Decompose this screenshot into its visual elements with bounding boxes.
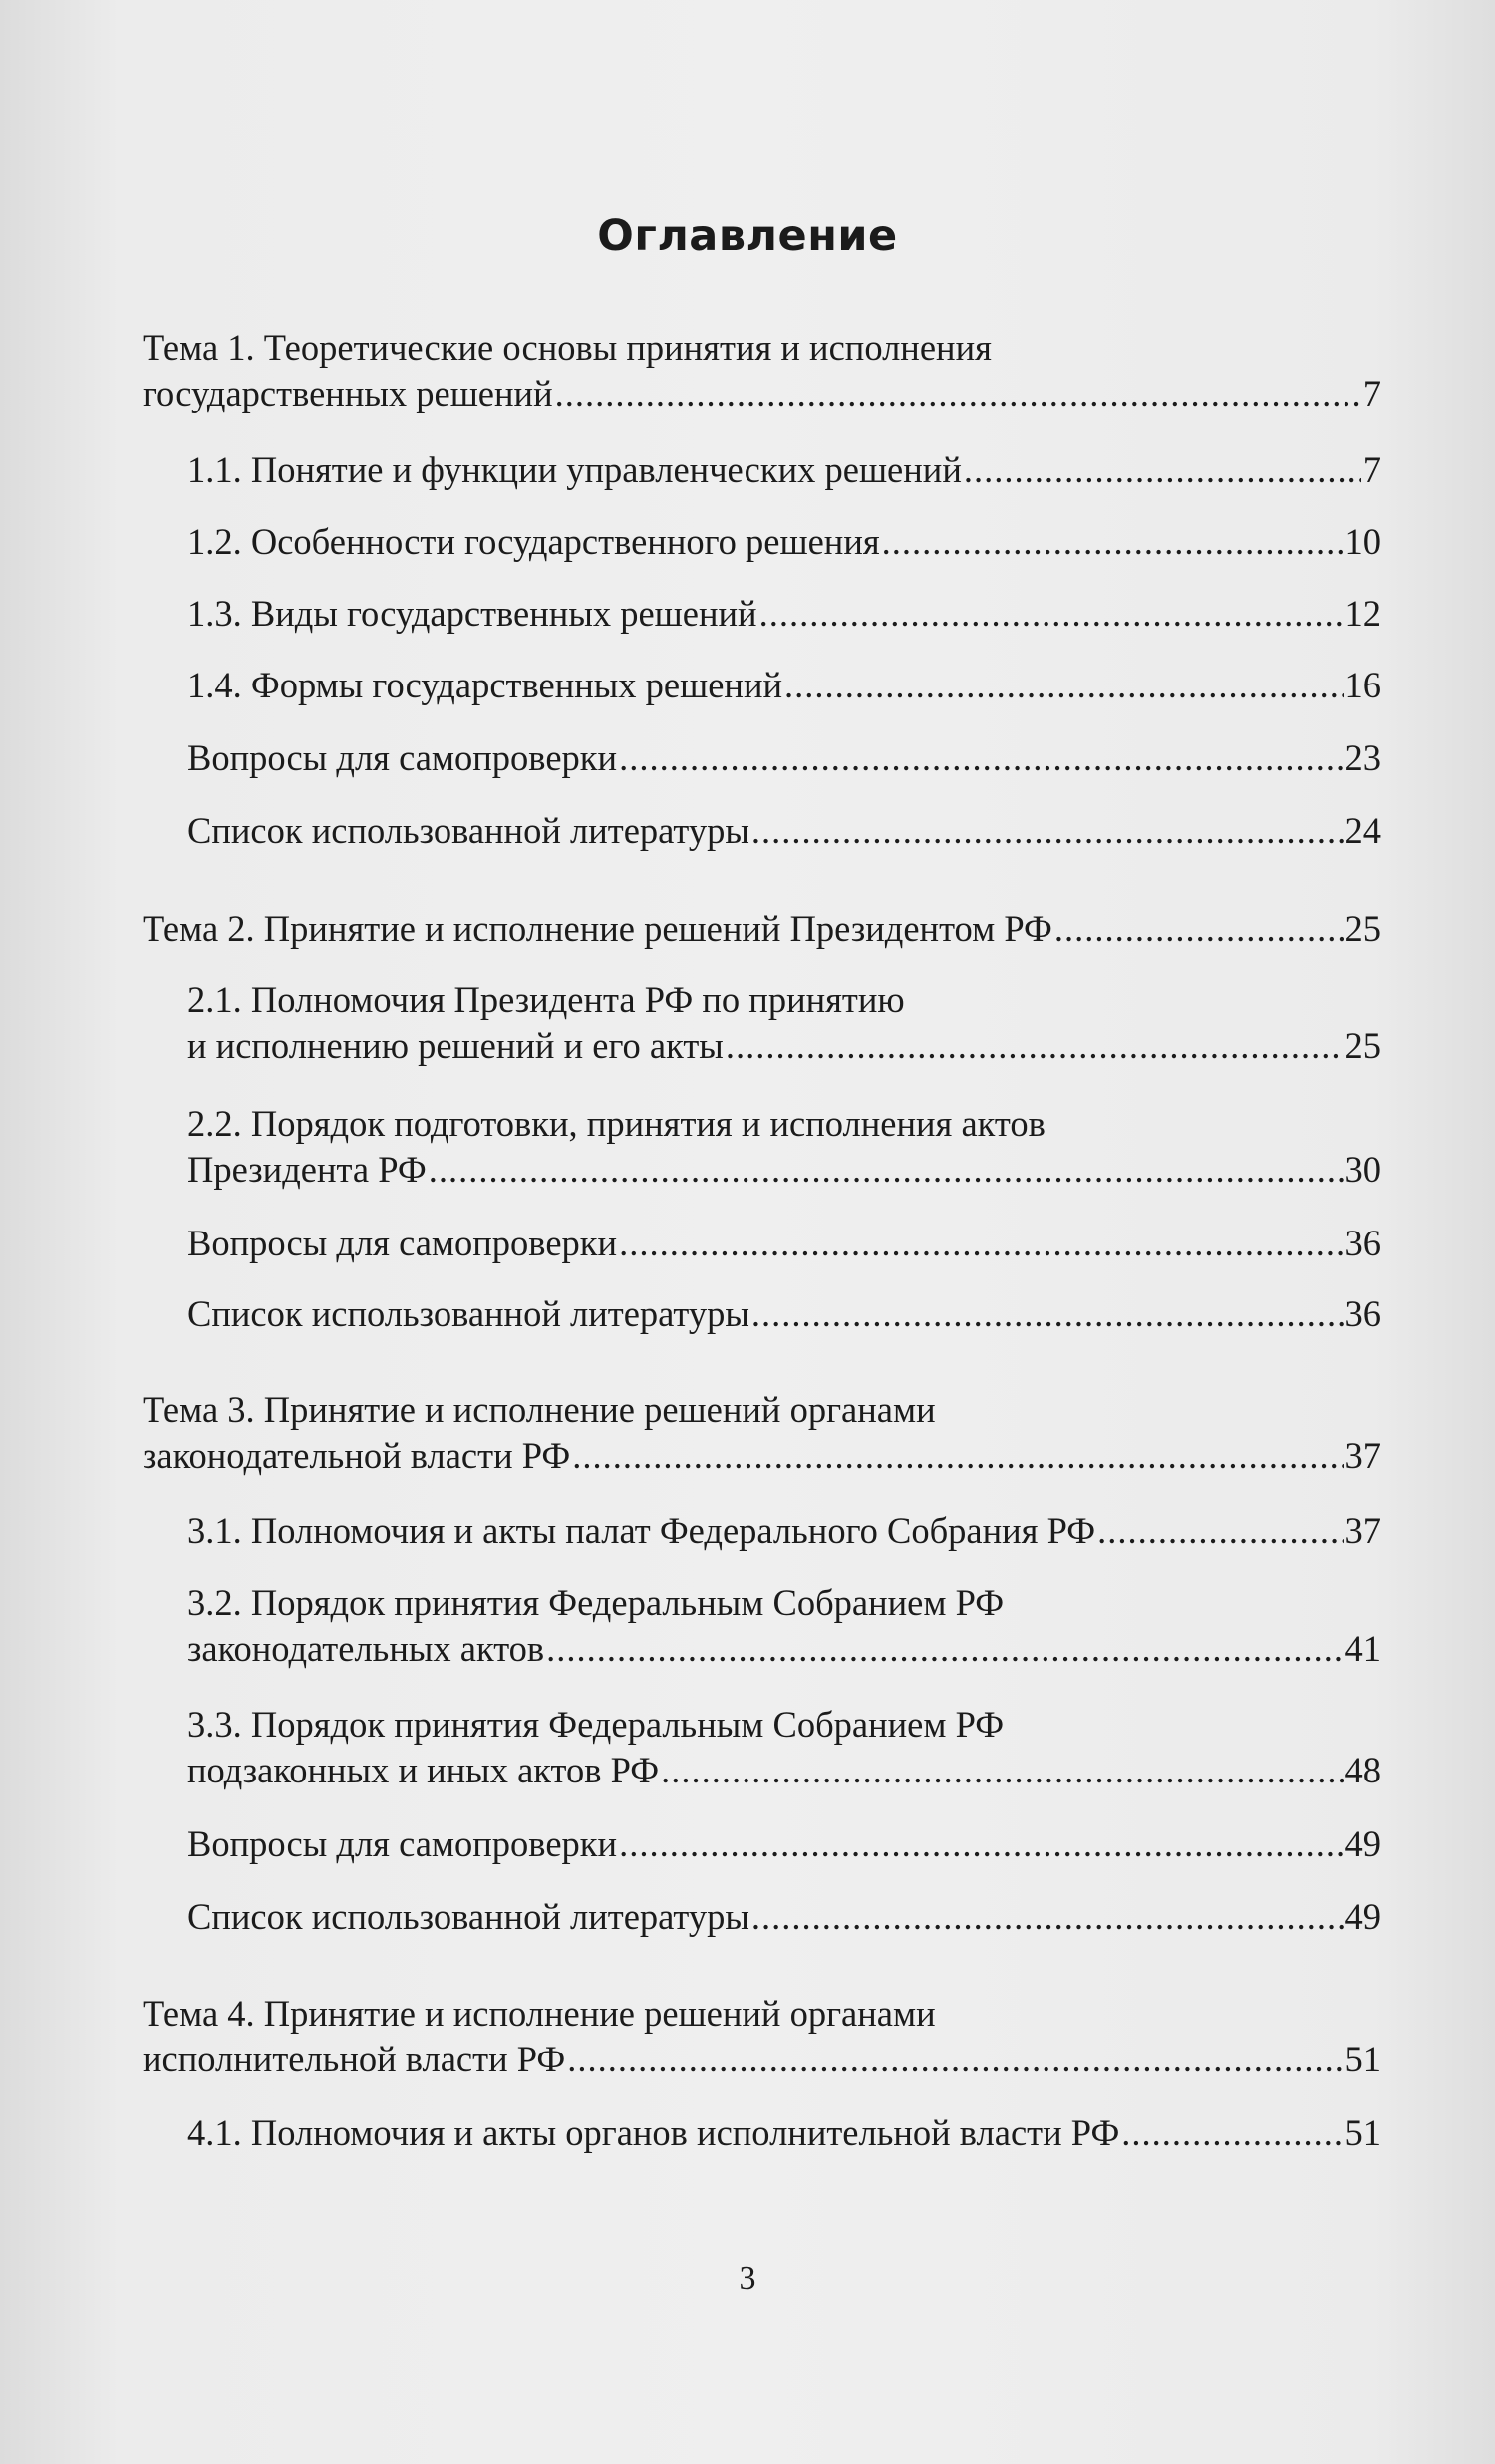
toc-entry-text: 1.2. Особенности государственного решения <box>187 521 880 562</box>
toc-entry-page: 23 <box>1345 737 1381 778</box>
dot-leader <box>1054 906 1344 952</box>
toc-entry-first-line: Тема 3. Принятие и исполнение решений органами <box>143 1389 936 1430</box>
toc-entry-text: Список использованной литературы <box>187 810 749 851</box>
toc-entry-page: 49 <box>1345 1823 1381 1864</box>
toc-entry-questions-1 <box>187 735 1381 781</box>
toc-entry-page: 16 <box>1345 665 1381 705</box>
toc-entry-1-4 <box>187 663 1381 708</box>
toc-entry-first-line: 3.3. Порядок принятия Федеральным Собранием РФ <box>187 1704 1005 1745</box>
toc-entry-1-3 <box>187 591 1381 637</box>
dot-leader <box>555 371 1361 416</box>
toc-entry-page: 7 <box>1362 373 1381 413</box>
dot-leader <box>619 1221 1343 1266</box>
toc-entry-page: 37 <box>1345 1435 1381 1476</box>
toc-entry-page: 25 <box>1345 1025 1381 1066</box>
toc-entry-page: 37 <box>1345 1510 1381 1551</box>
toc-entry-page: 25 <box>1345 908 1381 949</box>
dot-leader <box>751 1894 1344 1940</box>
toc-entry-text: исполнительной власти РФ <box>143 2039 566 2079</box>
toc-entry-page: 24 <box>1345 810 1381 851</box>
toc-entry-text: Вопросы для самопроверки <box>187 737 618 778</box>
toc-entry-text: законодательной власти РФ <box>143 1435 571 1476</box>
toc-entry-page: 48 <box>1345 1750 1381 1790</box>
toc-entry-references-3 <box>187 1894 1381 1940</box>
toc-entry-3-1 <box>187 1508 1381 1554</box>
toc-entry-text: Вопросы для самопроверки <box>187 1223 618 1263</box>
toc-entry-text: Тема 2. Принятие и исполнение решений Президентом РФ <box>143 908 1052 949</box>
dot-leader <box>964 447 1361 493</box>
toc-entry-topic-1 <box>143 325 1381 416</box>
dot-leader <box>1097 1508 1343 1554</box>
toc-entry-references-2 <box>187 1291 1381 1337</box>
toc-entry-text: законодательных актов <box>187 1628 545 1669</box>
toc-entry-2-2 <box>187 1101 1381 1193</box>
toc-entry-text: Список использованной литературы <box>187 1896 749 1937</box>
toc-entry-text: 1.1. Понятие и функции управленческих решений <box>187 449 962 490</box>
dot-leader <box>572 1433 1343 1479</box>
toc-entry-text: 1.3. Виды государственных решений <box>187 593 757 634</box>
toc-entry-topic-2 <box>143 906 1381 952</box>
toc-entry-topic-4 <box>143 1991 1381 2082</box>
toc-entry-text: и исполнению решений и его акты <box>187 1025 724 1066</box>
toc-entry-references-1 <box>187 808 1381 854</box>
toc-entry-page: 41 <box>1345 1628 1381 1669</box>
page-number: 3 <box>739 2260 756 2297</box>
toc-entry-first-line: 2.2. Порядок подготовки, принятия и исполнения актов <box>187 1103 1046 1144</box>
toc-entry-first-line: 2.1. Полномочия Президента РФ по принятию <box>187 979 905 1020</box>
dot-leader <box>619 1821 1343 1867</box>
dot-leader <box>784 663 1343 708</box>
dot-leader <box>429 1147 1344 1193</box>
toc-entry-text: 1.4. Формы государственных решений <box>187 665 783 705</box>
toc-entry-text: Вопросы для самопроверки <box>187 1823 618 1864</box>
toc-entry-page: 30 <box>1345 1149 1381 1190</box>
dot-leader <box>751 1291 1344 1337</box>
toc-entry-page: 49 <box>1345 1896 1381 1937</box>
toc-entry-page: 36 <box>1345 1293 1381 1334</box>
toc-entry-text: 3.1. Полномочия и акты палат Федерального Собрания РФ <box>187 1510 1096 1551</box>
dot-leader <box>882 519 1344 565</box>
toc-entry-text: Список использованной литературы <box>187 1293 749 1334</box>
toc-entry-1-1 <box>187 447 1381 493</box>
toc-entry-1-2 <box>187 519 1381 565</box>
toc-entry-3-3 <box>187 1702 1381 1793</box>
dot-leader <box>567 2037 1343 2082</box>
toc-entry-questions-3 <box>187 1821 1381 1867</box>
toc-entry-text: Президента РФ <box>187 1149 427 1190</box>
toc-entry-first-line: Тема 1. Теоретические основы принятия и исполнения <box>143 327 992 368</box>
toc-entry-text: подзаконных и иных актов РФ <box>187 1750 660 1790</box>
toc-entry-4-1 <box>187 2110 1381 2156</box>
dot-leader <box>751 808 1344 854</box>
toc-entry-first-line: Тема 4. Принятие и исполнение решений органами <box>143 1993 936 2034</box>
toc-entry-text: 4.1. Полномочия и акты органов исполнительной власти РФ <box>187 2112 1120 2153</box>
dot-leader <box>661 1748 1343 1793</box>
toc-entry-topic-3 <box>143 1387 1381 1479</box>
toc-entry-page: 36 <box>1345 1223 1381 1263</box>
dot-leader <box>759 591 1344 637</box>
toc-entry-page: 7 <box>1362 449 1381 490</box>
toc-entry-page: 10 <box>1345 521 1381 562</box>
dot-leader <box>1121 2110 1343 2156</box>
toc-entry-3-2 <box>187 1580 1381 1672</box>
toc-entry-questions-2 <box>187 1221 1381 1266</box>
toc-entry-2-1 <box>187 977 1381 1069</box>
dot-leader <box>546 1626 1343 1672</box>
toc-entry-first-line: 3.2. Порядок принятия Федеральным Собранием РФ <box>187 1582 1005 1623</box>
toc-entry-page: 12 <box>1345 593 1381 634</box>
dot-leader <box>619 735 1343 781</box>
dot-leader <box>726 1023 1344 1069</box>
toc-entry-text: государственных решений <box>143 373 553 413</box>
toc-entry-page: 51 <box>1345 2112 1381 2153</box>
toc-entry-page: 51 <box>1345 2039 1381 2079</box>
page-title: Оглавление <box>597 211 898 261</box>
